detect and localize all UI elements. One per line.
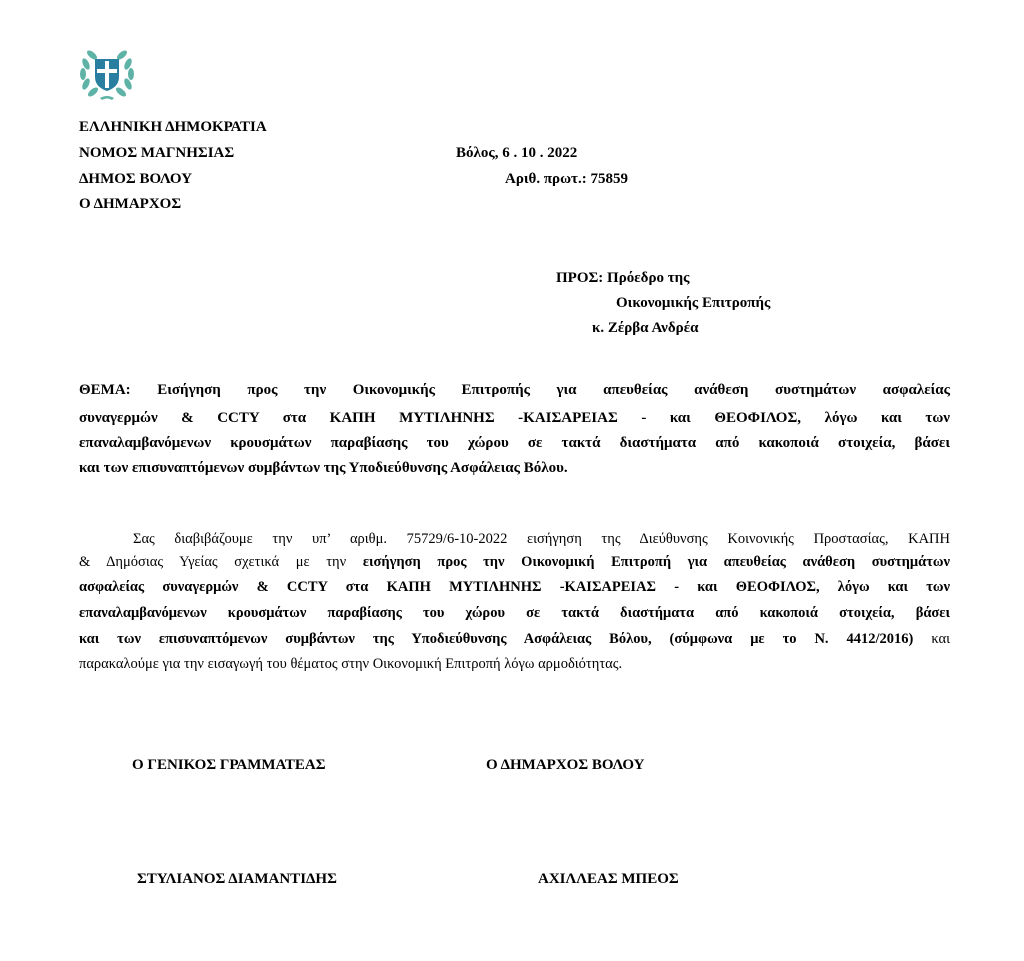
body-line-2-bold: εισήγηση προς την Οικονομική Επιτροπή για απευθείας ανάθεση συστημάτων xyxy=(362,554,950,570)
body-line-5 xyxy=(79,628,950,650)
recipient-line-3: κ. Ζέρβα Ανδρέα xyxy=(592,320,699,336)
subject-line-3: επαναλαμβανόμενων κρουσμάτων παραβίασης του χώρου σε τακτά διαστήματα από κακοποιά στοιχεία, βάσει xyxy=(79,435,950,451)
body-line-4: επαναλαμβανόμενων κρουσμάτων παραβίασης του χώρου σε τακτά διαστήματα από κακοποιά στοιχεία, βάσει xyxy=(79,605,950,621)
body-line-5-bold: και των επισυναπτόμενων συμβάντων της Υποδιεύθυνσης Ασφάλειας Βόλου, (σύμφωνα με το Ν. 4412/2016) xyxy=(79,631,914,647)
protocol-number: Αριθ. πρωτ.: 75859 xyxy=(505,171,628,187)
body-line-2 xyxy=(79,551,950,573)
signature-right-title: Ο ΔΗΜΑΡΧΟΣ ΒΟΛΟΥ xyxy=(486,757,645,773)
signature-left-title: Ο ΓΕΝΙΚΟΣ ΓΡΑΜΜΑΤΕΑΣ xyxy=(132,757,326,773)
issuer-line-country: ΕΛΛΗΝΙΚΗ ΔΗΜΟΚΡΑΤΙΑ xyxy=(79,119,267,135)
body-line-3: ασφαλείας συναγερμών & CCTY στα ΚΑΠΗ ΜΥΤΙΛΗΝΗΣ -ΚΑΙΣΑΡΕΙΑΣ - και ΘΕΟΦΙΛΟΣ, λόγω και των xyxy=(79,579,950,595)
greek-coat-of-arms-icon xyxy=(78,44,136,102)
issuer-line-mayor: Ο ΔΗΜΑΡΧΟΣ xyxy=(79,196,182,212)
place-date: Βόλος, 6 . 10 . 2022 xyxy=(456,145,578,161)
signature-right-name: ΑΧΙΛΛΕΑΣ ΜΠΕΟΣ xyxy=(538,871,679,887)
body-line-2-normal: & Δημόσιας Υγείας σχετικά με την xyxy=(79,554,363,570)
recipient-line-1: ΠΡΟΣ: Πρόεδρο της xyxy=(556,270,690,286)
issuer-line-municipality: ΔΗΜΟΣ ΒΟΛΟΥ xyxy=(79,171,193,187)
subject-line-1: ΘΕΜΑ: Εισήγηση προς την Οικονομικής Επιτροπής για απευθείας ανάθεση συστημάτων ασφαλείας xyxy=(79,382,950,398)
body-line-6: παρακαλούμε για την εισαγωγή του θέματος στην Οικονομική Επιτροπή λόγω αρμοδιότητας. xyxy=(79,656,623,672)
subject-line-4: και των επισυναπτόμενων συμβάντων της Υποδιεύθυνσης Ασφάλειας Βόλου. xyxy=(79,460,568,476)
subject-line-2: συναγερμών & CCTY στα ΚΑΠΗ ΜΥΤΙΛΗΝΗΣ -ΚΑΙΣΑΡΕΙΑΣ - και ΘΕΟΦΙΛΟΣ, λόγω και των xyxy=(79,410,950,426)
body-line-5-normal: και xyxy=(913,631,950,647)
recipient-line-2: Οικονομικής Επιτροπής xyxy=(616,295,771,311)
body-line-1: Σας διαβιβάζουμε την υπ’ αριθμ. 75729/6-10-2022 εισήγηση της Διεύθυνσης Κοινονικής Προστασίας, ΚΑΠΗ xyxy=(133,531,950,547)
issuer-line-prefecture: ΝΟΜΟΣ ΜΑΓΝΗΣΙΑΣ xyxy=(79,145,235,161)
signature-left-name: ΣΤΥΛΙΑΝΟΣ ΔΙΑΜΑΝΤΙΔΗΣ xyxy=(137,871,337,887)
